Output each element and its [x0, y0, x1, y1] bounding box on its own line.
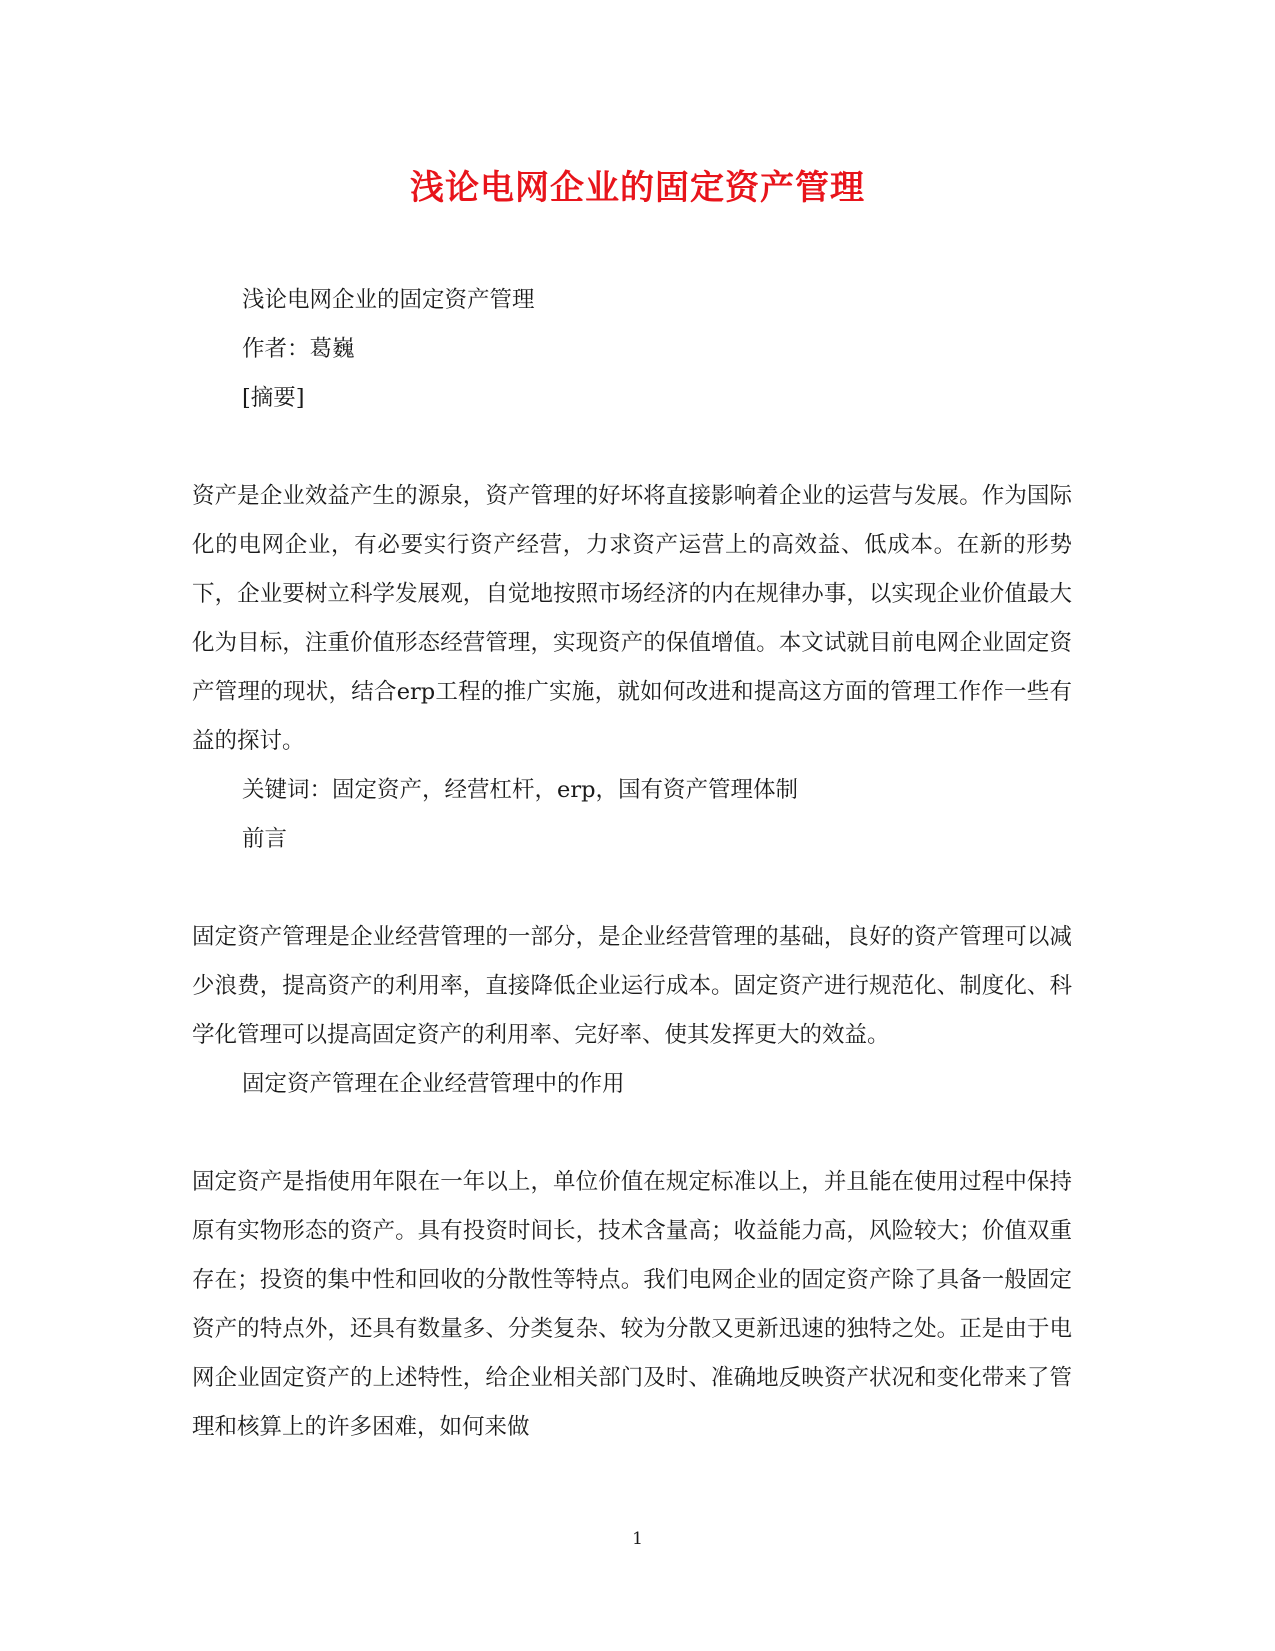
- author-line: 作者：葛巍: [242, 336, 355, 362]
- page-number: 1: [632, 1529, 643, 1549]
- blank-line: [192, 423, 1072, 472]
- abstract-label: [摘要]: [242, 385, 305, 411]
- section-paragraph: 固定资产是指使用年限在一年以上，单位价值在规定标准以上，并且能在使用过程中保持原有实物形态的资产。具有投资时间长，技术含量高；收益能力高，风险较大；价值双重存在；投资的集中性和回收的分散性等特点。我们电网企业的固定资产除了具备一般固定资产的特点外，还具有数量多、分类复杂、较为分散又更新迅速的独特之处。正是由于电网企业固定资产的上述特性，给企业相关部门及时、准确地反映资产状况和变化带来了管理和核算上的许多困难，如何来做: [192, 1169, 1072, 1440]
- document-body: [192, 276, 1072, 1452]
- blank-line: [192, 1109, 1072, 1158]
- abstract-paragraph: 资产是企业效益产生的源泉，资产管理的好坏将直接影响着企业的运营与发展。作为国际化的电网企业，有必要实行资产经营，力求资产运营上的高效益、低成本。在新的形势下，企业要树立科学发展观，自觉地按照市场经济的内在规律办事，以实现企业价值最大化为目标，注重价值形态经营管理，实现资产的保值增值。本文试就目前电网企业固定资产管理的现状，结合erp工程的推广实施，就如何改进和提高这方面的管理工作作一些有益的探讨。: [192, 483, 1072, 754]
- section-heading: 固定资产管理在企业经营管理中的作用: [242, 1071, 625, 1097]
- subtitle: 浅论电网企业的固定资产管理: [242, 287, 535, 313]
- preface-heading: 前言: [242, 826, 288, 852]
- preface-paragraph: 固定资产管理是企业经营管理的一部分，是企业经营管理的基础，良好的资产管理可以减少浪费，提高资产的利用率，直接降低企业运行成本。固定资产进行规范化、制度化、科学化管理可以提高固定资产的利用率、完好率、使其发挥更大的效益。: [192, 924, 1072, 1048]
- blank-line: [192, 864, 1072, 913]
- document-title: 浅论电网企业的固定资产管理: [410, 168, 865, 208]
- keywords-line: 关键词：固定资产，经营杠杆，erp，国有资产管理体制: [242, 777, 798, 803]
